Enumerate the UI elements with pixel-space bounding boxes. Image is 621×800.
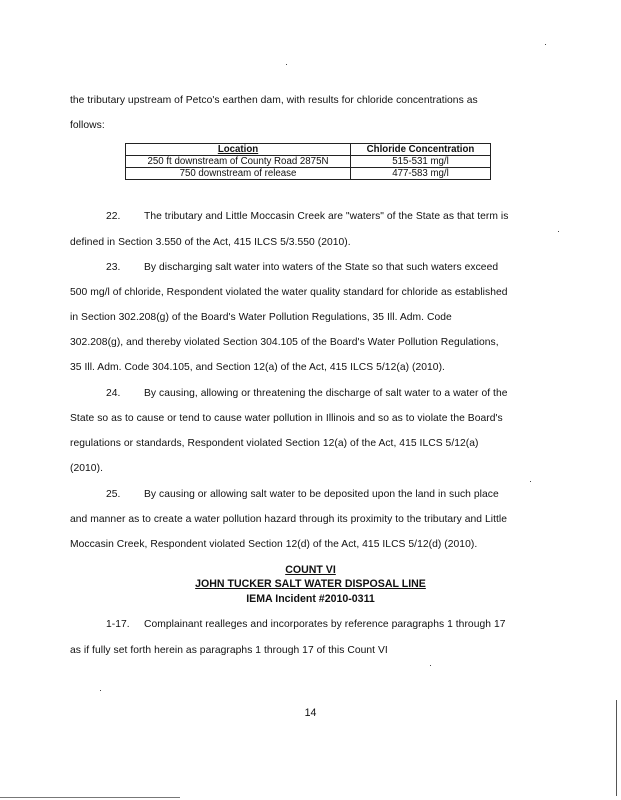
scan-edge-line [616, 700, 617, 796]
table-cell: 750 downstream of release [126, 168, 351, 180]
paragraph-24-line-3: regulations or standards, Respondent violated Section 12(a) of the Act, 415 ILCS 5/12(a) [70, 438, 479, 449]
scan-speck [286, 64, 287, 65]
page-number: 14 [304, 707, 317, 719]
scan-speck [530, 481, 531, 482]
paragraph-number: 1-17. [106, 619, 130, 630]
paragraph-text: By causing or allowing salt water to be deposited upon the land in such place [144, 489, 499, 500]
table-row [126, 168, 491, 180]
paragraph-text: By discharging salt water into waters of the State so that such waters exceed [144, 262, 499, 273]
paragraph-23-line-5: 35 Ill. Adm. Code 304.105, and Section 12(a) of the Act, 415 ILCS 5/12(a) (2010). [70, 362, 445, 373]
paragraph-text: By causing, allowing or threatening the discharge of salt water to a water of the [144, 388, 508, 399]
column-header-chloride: Chloride Concentration [351, 144, 491, 156]
intro-line-2: follows: [70, 120, 105, 131]
paragraph-text: The tributary and Little Moccasin Creek are "waters" of the State as that term is [144, 211, 509, 222]
table-header-row [126, 144, 491, 156]
paragraph-number: 22. [106, 211, 121, 222]
paragraph-23-line-2: 500 mg/l of chloride, Respondent violated the water quality standard for chloride as established [70, 287, 508, 298]
column-header-location: Location [126, 144, 351, 156]
paragraph-text: Complainant realleges and incorporates by reference paragraphs 1 through 17 [144, 619, 506, 630]
paragraph-24-line-2: State so as to cause or tend to cause water pollution in Illinois and so as to violate the Board's [70, 413, 503, 424]
table-cell: 515-531 mg/l [351, 156, 491, 168]
count-subtitle: JOHN TUCKER SALT WATER DISPOSAL LINE [195, 578, 426, 590]
incident-number: IEMA Incident #2010-0311 [246, 593, 375, 605]
scan-speck [430, 665, 431, 666]
realleges-line-2: as if fully set forth herein as paragraphs 1 through 17 of this Count VI [70, 645, 388, 656]
paragraph-25-line-3: Moccasin Creek, Respondent violated Section 12(d) of the Act, 415 ILCS 5/12(d) (2010). [70, 539, 478, 550]
table-row [126, 156, 491, 168]
paragraph-24-line-4: (2010). [70, 463, 103, 474]
paragraph-number: 25. [106, 489, 121, 500]
paragraph-23-line-3: in Section 302.208(g) of the Board's Water Pollution Regulations, 35 Ill. Adm. Code [70, 312, 452, 323]
paragraph-24-line-1 [106, 388, 508, 399]
count-title: COUNT VI [285, 564, 336, 576]
paragraph-number: 23. [106, 262, 121, 273]
chloride-table [125, 143, 491, 180]
scan-speck [100, 690, 101, 691]
paragraph-22-line-2: defined in Section 3.550 of the Act, 415 ILCS 5/3.550 (2010). [70, 237, 351, 248]
scan-speck [545, 44, 546, 45]
scan-bottom-line [0, 797, 180, 798]
paragraph-25-line-1 [106, 489, 499, 500]
paragraph-23-line-4: 302.208(g), and thereby violated Section 304.105 of the Board's Water Pollution Regulations, [70, 337, 499, 348]
paragraph-25-line-2: and manner as to create a water pollution hazard through its proximity to the tributary and Little [70, 514, 508, 525]
table-cell: 250 ft downstream of County Road 2875N [126, 156, 351, 168]
realleges-line-1 [106, 619, 506, 630]
paragraph-22-line-1 [106, 211, 508, 222]
paragraph-number: 24. [106, 388, 121, 399]
paragraph-23-line-1 [106, 262, 498, 273]
intro-line-1: the tributary upstream of Petco's earthen dam, with results for chloride concentrations as [70, 95, 478, 106]
scan-speck [558, 231, 559, 232]
table-cell: 477-583 mg/l [351, 168, 491, 180]
